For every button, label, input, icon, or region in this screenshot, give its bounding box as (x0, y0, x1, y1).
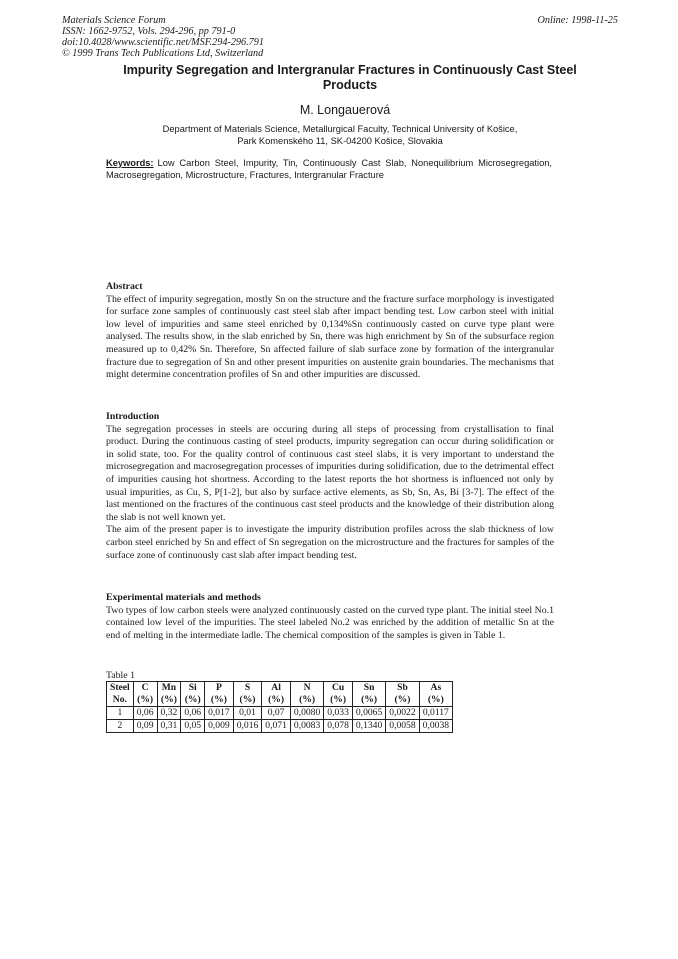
table-unit-cell: (%) (205, 694, 234, 707)
table-unit-cell: (%) (324, 694, 353, 707)
table-unit-cell: (%) (352, 694, 385, 707)
table-cell: 0,0083 (290, 720, 323, 733)
table-cell: 0,033 (324, 707, 353, 720)
affiliation-line: Park Komenského 11, SK-04200 Košice, Slovakia (237, 135, 443, 146)
table-header-cell: S (233, 682, 262, 695)
doi-link[interactable]: doi:10.4028/www.scientific.net/MSF.294-296.791 (62, 37, 264, 48)
table-header-cell: Mn (157, 682, 181, 695)
table-cell: 0,0117 (419, 707, 452, 720)
table-cell: 0,07 (262, 707, 291, 720)
keywords-text: Low Carbon Steel, Impurity, Tin, Continuously Cast Slab, Nonequilibrium Microsegregation, Macrosegregation, Microstructure, Fractures, Intergranular Fracture (106, 158, 552, 180)
keywords-block (106, 158, 552, 181)
page-header (62, 15, 618, 59)
table-cell: 0,016 (233, 720, 262, 733)
keywords-label: Keywords: (106, 158, 154, 168)
table-unit-cell: (%) (290, 694, 323, 707)
table-unit-cell: (%) (419, 694, 452, 707)
table-cell: 0,06 (133, 707, 157, 720)
table-unit-cell: (%) (133, 694, 157, 707)
table-unit-cell: (%) (157, 694, 181, 707)
table-header-cell: Steel (107, 682, 134, 695)
table-row (107, 707, 453, 720)
table-cell: 0,06 (181, 707, 205, 720)
table-cell: 0,0065 (352, 707, 385, 720)
table-header-cell: C (133, 682, 157, 695)
table-header-cell: Cu (324, 682, 353, 695)
table-cell: 0,0038 (419, 720, 452, 733)
table-cell: 0,0058 (386, 720, 419, 733)
table-cell: 0,0022 (386, 707, 419, 720)
methods-heading: Experimental materials and methods (106, 592, 261, 603)
table-unit-cell: (%) (233, 694, 262, 707)
table-unit-cell: (%) (181, 694, 205, 707)
introduction-paragraph: The aim of the present paper is to investigate the impurity distribution profiles across the slab thickness of low carbon steel enriched by Sn and effect of Sn segregation on the microstructure and the fractures for samples of the surface zone of continuously cast slab after impact bending test. (106, 524, 554, 561)
table-header-cell: Sn (352, 682, 385, 695)
affiliation-line: Department of Materials Science, Metallurgical Faculty, Technical University of Košice, (162, 124, 518, 134)
table-cell: 0,1340 (352, 720, 385, 733)
table-cell: 0,017 (205, 707, 234, 720)
table-header-cell: P (205, 682, 234, 695)
table-cell: 0,01 (233, 707, 262, 720)
abstract-heading: Abstract (106, 281, 143, 292)
table-units-row (107, 694, 453, 707)
table-header-cell: Sb (386, 682, 419, 695)
journal-name: Materials Science Forum (62, 15, 166, 26)
composition-table (106, 681, 453, 733)
affiliation (100, 124, 580, 147)
online-date: Online: 1998-11-25 (537, 15, 618, 26)
table-unit-cell: (%) (262, 694, 291, 707)
issn-line: ISSN: 1662-9752, Vols. 294-296, pp 791-0 (62, 26, 236, 37)
table-header-cell: Al (262, 682, 291, 695)
table-header-cell: Si (181, 682, 205, 695)
author-name: M. Longauerová (299, 103, 391, 117)
table-cell: 2 (107, 720, 134, 733)
table-cell: 0,0080 (290, 707, 323, 720)
abstract-section (106, 281, 554, 382)
introduction-paragraph: The segregation processes in steels are occuring during all steps of processing from crystallisation to final product. During the continuous casting of steel products, impurity segregation can occur during solidification or in solid state, too. For the quality control of continuous cast steel slabs, it is very important to understand the microsegregation and macrosegregation processes of impurities during solidification, due to the detrimental effect of impurities causing hot shortness. According to the latest reports the hot shortness is influenced not only by usual impurities, as Cu, S, P[1-2], but also by surface active elements, as Sb, Sn, As, Bi [3-7]. The effect of the last mentioned on the fractures of the continuous cast steel products and the knowledge of their distribution along the slab is not well known yet. (106, 423, 554, 523)
table-cell: 0,32 (157, 707, 181, 720)
table-header-cell: N (290, 682, 323, 695)
table-cell: 0,009 (205, 720, 234, 733)
methods-section (106, 592, 554, 642)
methods-text: Two types of low carbon steels were analyzed continuously casted on the curved type plant. The initial steel No.1 contained low level of the impurities. The steel labeled No.2 was enriched by the addition of metallic Sn at the end of melting in the intermediate ladle. The chemical composition of the samples is given in Table 1. (106, 604, 554, 641)
table-header-row (107, 682, 453, 695)
table-cell: 0,05 (181, 720, 205, 733)
table-row (107, 720, 453, 733)
table-cell: 0,078 (324, 720, 353, 733)
table-cell: 0,09 (133, 720, 157, 733)
table-header-cell: As (419, 682, 452, 695)
table-unit-cell: (%) (386, 694, 419, 707)
paper-title: Impurity Segregation and Intergranular Fractures in Continuously Cast Steel Products (123, 63, 577, 92)
introduction-section (106, 411, 554, 562)
table-unit-cell: No. (107, 694, 134, 707)
introduction-heading: Introduction (106, 411, 160, 422)
table-cell: 0,071 (262, 720, 291, 733)
table-cell: 0,31 (157, 720, 181, 733)
table-caption: Table 1 (106, 670, 135, 681)
abstract-text: The effect of impurity segregation, mostly Sn on the structure and the fracture surface morphology is investigated for surface zone samples of continuously cast steel slab after impact bending test. Low carbon steel with initial low level of impurities and same steel enriched by 0,134%Sn continuously casted on curve type plant were analysed. The results show, in the slab enriched by Sn, there was high enrichment by Sn of the subsurface region measured up to 0,42% Sn. Therefore, Sn affected failure of slab surface zone by formation of the intergranular fracture due to segregation of Sn and other present impurities on austenite grain boundaries. The mechanisms that might determine concentration profiles of Sn and other impurities are discussed. (106, 293, 554, 381)
table-cell: 1 (107, 707, 134, 720)
copyright-line: © 1999 Trans Tech Publications Ltd, Switzerland (62, 48, 264, 59)
